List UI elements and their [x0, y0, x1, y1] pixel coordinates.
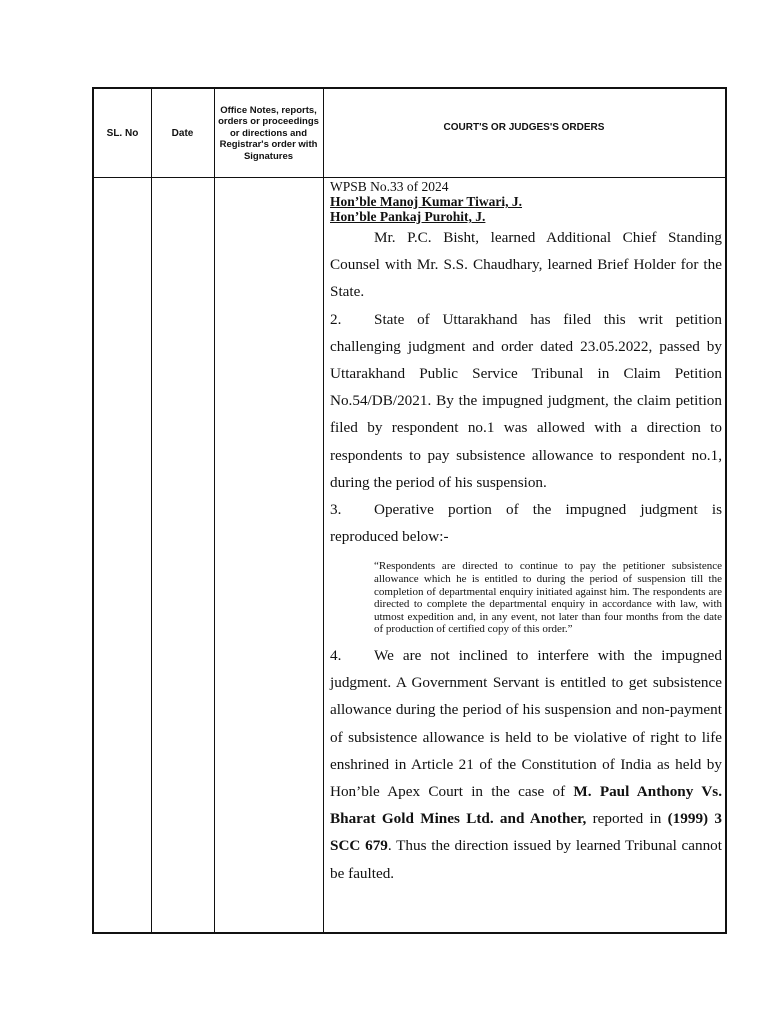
- paragraph-2-number: 2.: [330, 310, 342, 328]
- paragraph-4-citation: (1999) 3 SCC 679: [330, 810, 722, 855]
- paragraph-1-text: Mr. P.C. Bisht, learned Additional Chief Standing Counsel with Mr. S.S. Chaudhary, learned Brief Holder for the State.: [330, 229, 722, 301]
- order-sheet-table: [92, 87, 727, 934]
- header-date: Date: [171, 127, 194, 139]
- header-court-orders: COURT'S OR JUDGES'S ORDERS: [443, 121, 605, 133]
- header-sl-no: SL. No: [106, 127, 139, 139]
- paragraph-4-case-name: M. Paul Anthony Vs. Bharat Gold Mines Ltd. and Another,: [330, 783, 722, 828]
- quoted-judgment: “Respondents are directed to continue to pay the petitioner subsistence allowance which he is entitled to during the period of suspension till the completion of departmental enquiry initiated against him. The respondents are directed to complete the departmental enquiry in accordance with law, with utmost expedition and, in any event, not later than four months from the date of production of certified copy of this order.”: [374, 560, 722, 636]
- paragraph-1: [330, 224, 722, 306]
- paragraph-4-text-b: reported in: [586, 810, 668, 828]
- paragraph-4-text-a: We are not inclined to interfere with the impugned judgment. A Government Servant is entitled to get subsistence allowance during the period of his suspension and non-payment of subsistence allowance is held to be violative of right to life enshrined in Article 21 of the Constitution of India as held by Hon’ble Apex Court in the case of: [330, 647, 722, 801]
- paragraph-4: [330, 642, 722, 887]
- paragraph-4-number: 4.: [330, 647, 342, 664]
- column-divider: [214, 89, 215, 932]
- paragraph-3-number: 3.: [330, 501, 342, 519]
- order-content: [330, 179, 722, 887]
- paragraph-3: [330, 496, 722, 550]
- bench-judge-2: Hon’ble Pankaj Purohit, J.: [330, 209, 486, 224]
- header-office-notes: Office Notes, reports, orders or proceedings or directions and Registrar's order with Signatures: [218, 104, 319, 162]
- paragraph-3-text: Operative portion of the impugned judgment is reproduced below:-: [330, 501, 722, 546]
- paragraph-4-text-c: . Thus the direction issued by learned Tribunal cannot be faulted.: [330, 837, 722, 882]
- paragraph-2-text: State of Uttarakhand has filed this writ petition challenging judgment and order dated 23.05.2022, passed by Uttarakhand Public Service Tribunal in Claim Petition No.54/DB/2021. By the impugned judgment, the claim petition filed by respondent no.1 was allowed with a direction to respondents to pay subsistence allowance to respondent no.1, during the period of his suspension.: [330, 310, 722, 491]
- paragraph-2: [330, 306, 722, 496]
- column-divider: [151, 89, 152, 932]
- case-number: WPSB No.33 of 2024: [330, 179, 449, 194]
- bench-judge-1: Hon’ble Manoj Kumar Tiwari, J.: [330, 194, 523, 209]
- column-divider: [323, 89, 324, 932]
